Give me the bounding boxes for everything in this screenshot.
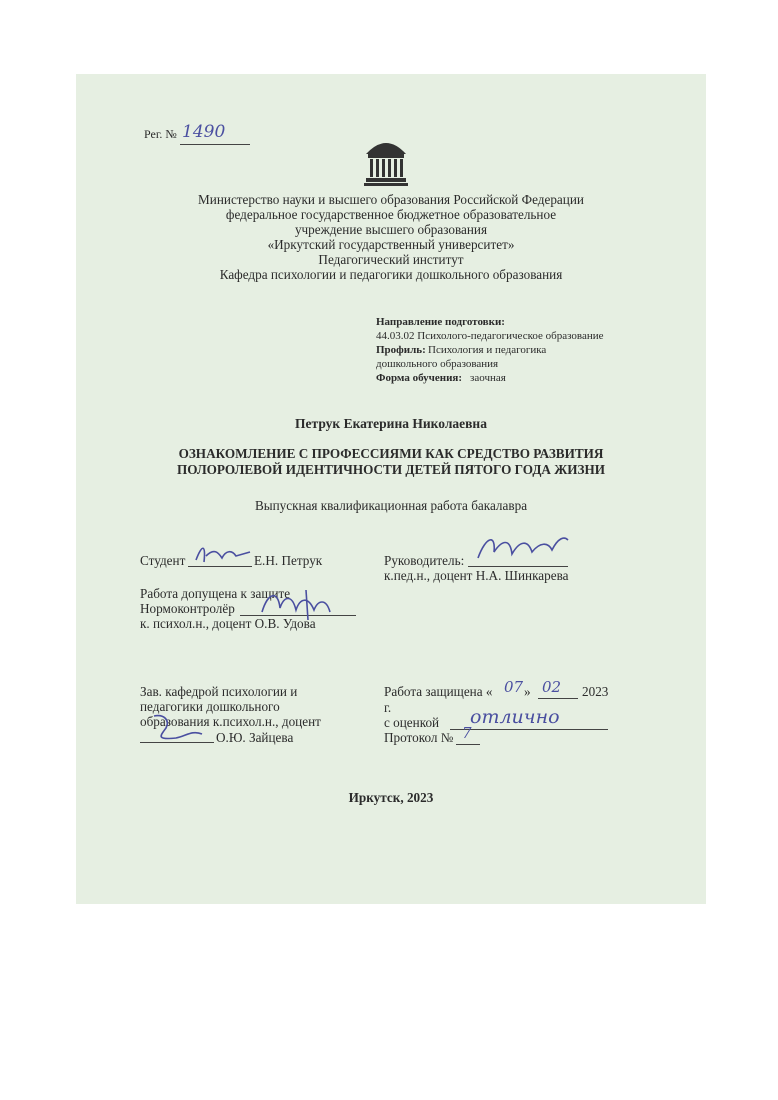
defense-day: 07 (504, 678, 524, 696)
profile-value-1: Психология и педагогика (428, 344, 547, 356)
header-line-4: «Иркутский государственный университет» (267, 237, 515, 252)
direction-value: 44.03.02 Психолого-педагогическое образование (376, 330, 604, 342)
reg-label: Рег. № (144, 127, 177, 141)
defense-line-1: Работа защищена « (384, 684, 493, 699)
head-name: О.Ю. Зайцева (216, 730, 294, 745)
protocol-value: 7 (462, 724, 472, 742)
supervisor-signature (472, 532, 572, 566)
protocol-line (456, 744, 480, 745)
student-signature (192, 542, 252, 568)
supervisor-label: Руководитель: (384, 553, 465, 568)
admission-line-1: Работа допущена к защите (140, 586, 291, 601)
form-label: Форма обучения: (376, 372, 463, 384)
defense-month-line (538, 698, 578, 699)
footer-city-year: Иркутск, 2023 (348, 790, 434, 805)
work-type: Выпускная квалификационная работа бакалавра (254, 498, 528, 513)
head-line-3: образования к.психол.н., доцент (140, 714, 321, 729)
header-line-1: Министерство науки и высшего образования Российской Федерации (198, 192, 584, 207)
grade-line (450, 729, 608, 730)
head-line-1: Зав. кафедрой психологии и (140, 684, 298, 699)
normcontrol-label: Нормоконтролёр (140, 601, 235, 616)
grade-value: отлично (470, 706, 560, 728)
head-signature (146, 712, 212, 744)
direction-label: Направление подготовки: (376, 316, 505, 328)
form-value: заочная (470, 372, 506, 384)
defense-month: 02 (542, 678, 562, 696)
scanned-page (76, 74, 706, 904)
protocol-label: Протокол № (384, 730, 454, 745)
header-line-5: Педагогический институт (318, 252, 464, 267)
university-logo (362, 136, 410, 188)
defense-year-suffix: г. (384, 700, 392, 715)
reg-number: 1490 (182, 122, 226, 142)
header-line-3: учреждение высшего образования (294, 222, 488, 237)
defense-quote: » (524, 684, 531, 699)
title-line-1: ОЗНАКОМЛЕНИЕ С ПРОФЕССИЯМИ КАК СРЕДСТВО РАЗВИТИЯ (178, 446, 604, 461)
supervisor-sign-line (468, 566, 568, 567)
header-line-6: Кафедра психологии и педагогики дошкольного образования (219, 267, 563, 282)
grade-label: с оценкой (384, 715, 440, 730)
title-line-2: ПОЛОРОЛЕВОЙ ИДЕНТИЧНОСТИ ДЕТЕЙ ПЯТОГО ГОДА ЖИЗНИ (176, 462, 606, 477)
student-label: Студент (140, 553, 186, 568)
admission-line-3: к. психол.н., доцент О.В. Удова (140, 616, 316, 631)
head-line-2: педагогики дошкольного (140, 699, 280, 714)
author-name: Петрук Екатерина Николаевна (295, 416, 487, 431)
student-name: Е.Н. Петрук (254, 553, 323, 568)
profile-label: Профиль: (376, 344, 426, 356)
supervisor-details: к.пед.н., доцент Н.А. Шинкарева (384, 568, 569, 583)
reg-underline (180, 144, 250, 145)
profile-value-2: дошкольного образования (376, 358, 499, 370)
header-line-2: федеральное государственное бюджетное образовательное (225, 207, 557, 222)
defense-year: 2023 (582, 684, 609, 699)
